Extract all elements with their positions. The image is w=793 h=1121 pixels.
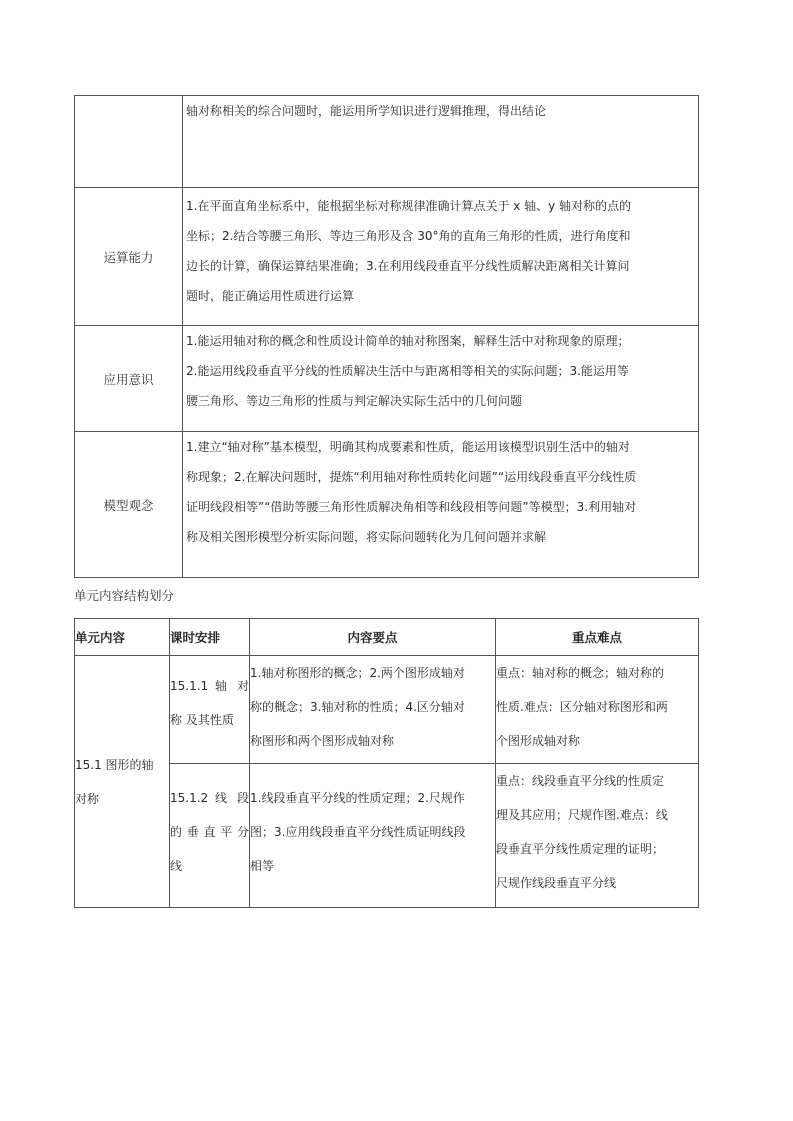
schedule-line: 15.1.2 线 段 <box>170 791 249 805</box>
content-line: 1.在平面直角坐标系中，能根据坐标对称规律准确计算点关于 x 轴、y 轴对称的点的 <box>186 199 632 213</box>
unit-cell <box>75 656 170 908</box>
schedule-line: 15.1.1 轴 对 <box>170 679 249 693</box>
row-label: 模型观念 <box>75 432 183 578</box>
content-line: 边长的计算，确保运算结果准确；3.在利用线段垂直平分线性质解决距离相关计算问 <box>186 259 630 273</box>
points-line: 1.轴对称图形的概念；2.两个图形成轴对 <box>250 666 465 680</box>
schedule-cell <box>170 656 250 764</box>
unit-line: 对称 <box>75 791 100 806</box>
schedule-line: 线 <box>170 859 183 873</box>
points-line: 图；3.应用线段垂直平分线性质证明线段 <box>250 825 466 839</box>
header-unit-content: 单元内容 <box>75 619 170 656</box>
table-header-row <box>75 619 699 656</box>
points-line: 1.线段垂直平分线的性质定理；2.尺规作 <box>250 791 465 805</box>
unit-structure-table <box>74 618 699 908</box>
content-line: 1.能运用轴对称的概念和性质设计简单的轴对称图案，解释生活中对称现象的原理； <box>186 334 630 348</box>
key-line: 段垂直平分线性质定理的证明； <box>496 842 665 856</box>
points-line: 称的概念；3.轴对称的性质；4.区分轴对 <box>250 700 465 714</box>
content-line: 2.能运用线段垂直平分线的性质解决生活中与距离相等相关的实际问题；3.能运用等 <box>186 364 629 378</box>
table-row <box>75 656 699 764</box>
table-row <box>75 326 699 432</box>
key-cell <box>496 656 699 764</box>
row-content <box>183 432 699 578</box>
row-label: 应用意识 <box>75 326 183 432</box>
points-cell <box>250 656 496 764</box>
schedule-line: 称 及其性质 <box>170 713 234 727</box>
content-line: 轴对称相关的综合问题时，能运用所学知识进行逻辑推理，得出结论 <box>186 104 547 118</box>
key-line: 尺规作线段垂直平分线 <box>496 876 617 890</box>
row-label <box>75 96 183 188</box>
content-line: 称现象；2.在解决问题时，提炼“利用轴对称性质转化问题”“运用线段垂直平分线性质 <box>186 470 637 484</box>
points-cell <box>250 764 496 908</box>
row-content <box>183 326 699 432</box>
key-line: 重点：轴对称的概念；轴对称的 <box>496 666 665 680</box>
header-points: 内容要点 <box>250 619 496 656</box>
key-line: 个图形成轴对称 <box>496 734 581 748</box>
key-cell <box>496 764 699 908</box>
section-title: 单元内容结构划分 <box>74 588 175 603</box>
header-schedule: 课时安排 <box>170 619 250 656</box>
content-line: 1.建立“轴对称”基本模型，明确其构成要素和性质，能运用该模型识别生活中的轴对 <box>186 440 630 454</box>
competency-table <box>74 95 699 578</box>
content-line: 题时，能正确运用性质进行运算 <box>186 289 355 303</box>
row-label: 运算能力 <box>75 188 183 326</box>
table-row <box>75 188 699 326</box>
content-line: 证明线段相等”“借助等腰三角形性质解决角相等和线段相等问题”等模型；3.利用轴对 <box>186 500 637 514</box>
key-line: 理及其应用；尺规作图.难点：线 <box>496 808 668 822</box>
content-line: 腰三角形、等边三角形的性质与判定解决实际生活中的几何问题 <box>186 394 523 408</box>
header-key-difficult: 重点难点 <box>496 619 699 656</box>
row-content <box>183 188 699 326</box>
content-line: 称及相关图形模型分析实际问题，将实际问题转化为几何问题并求解 <box>186 530 547 544</box>
schedule-cell <box>170 764 250 908</box>
key-line: 性质.难点：区分轴对称图形和两 <box>496 700 668 714</box>
points-line: 称图形和两个图形成轴对称 <box>250 734 395 748</box>
schedule-line: 的 垂 直 平 分 <box>170 825 249 839</box>
key-line: 重点：线段垂直平分线的性质定 <box>496 774 665 788</box>
points-line: 相等 <box>250 859 275 873</box>
unit-line: 15.1 图形的轴 <box>75 757 154 772</box>
table-row <box>75 96 699 188</box>
table-row <box>75 432 699 578</box>
row-content <box>183 96 699 188</box>
content-line: 坐标；2.结合等腰三角形、等边三角形及含 30°角的直角三角形的性质，进行角度和 <box>186 229 631 243</box>
